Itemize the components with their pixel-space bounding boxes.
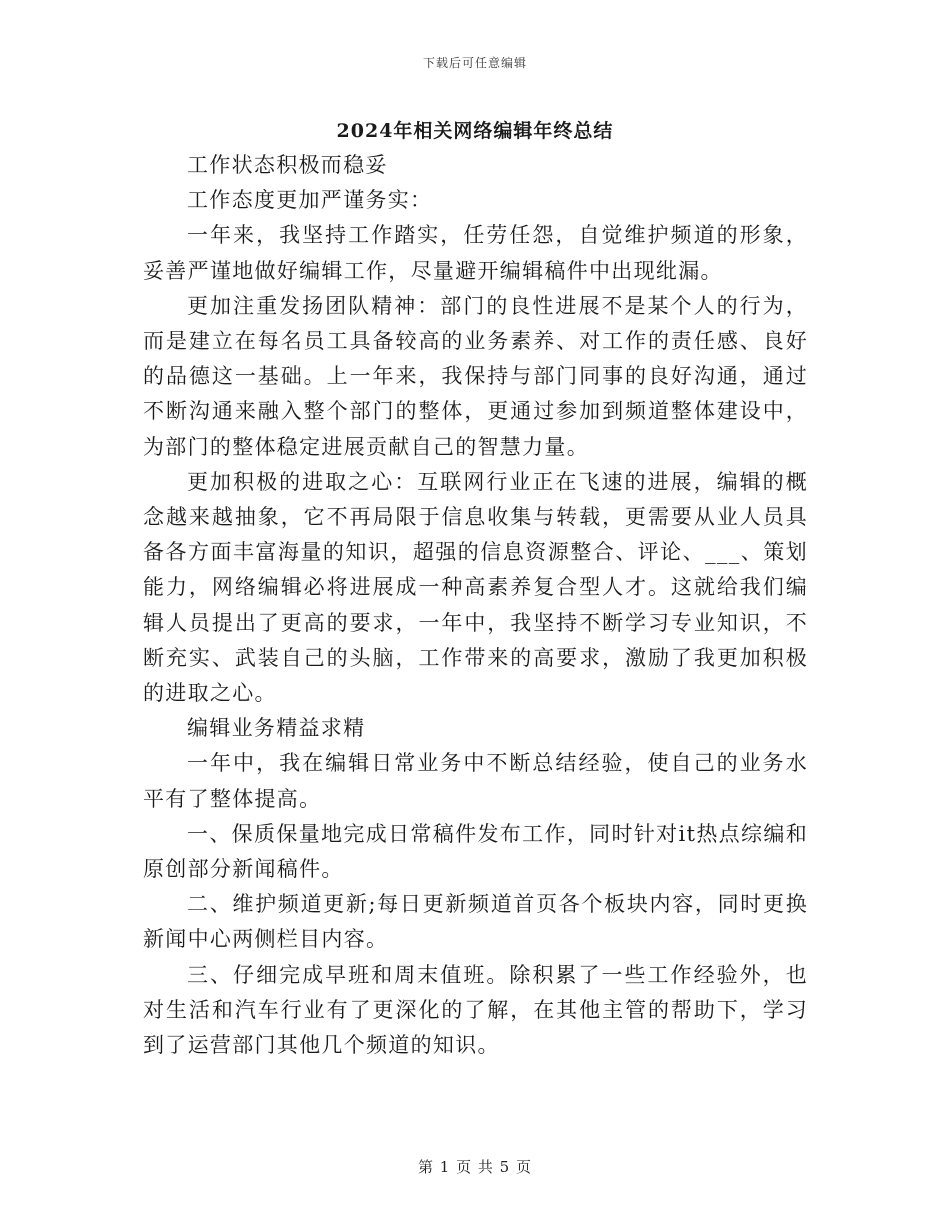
paragraph-item-3: 三、仔细完成早班和周末值班。除积累了一些工作经验外，也对生活和汽车行业有了更深化的了解，在其他主管的帮助下，学习到了运营部门其他几个频道的知识。 (143, 962, 808, 1058)
page-number: 第 1 页 共 5 页 (418, 1158, 532, 1176)
header-note: 下载后可任意编辑 (422, 56, 527, 70)
paragraph-editing-heading: 编辑业务精益求精 (187, 716, 366, 741)
paragraph-experience: 一年中，我在编辑日常业务中不断总结经验，使自己的业务水平有了整体提高。 (143, 751, 808, 811)
paragraph-team-spirit: 更加注重发扬团队精神：部门的良性进展不是某个人的行为，而是建立在每名员工具备较高的业务素养、对工作的责任感、良好的品德这一基础。上一年来，我保持与部门同事的良好沟通，通过不断沟通来融入整个部门的整体，更通过参加到频道整体建设中，为部门的整体稳定进展贡献自己的智慧力量。 (143, 293, 808, 459)
document-title: 2024年相关网络编辑年终总结 (336, 120, 614, 142)
paragraph-progress-mind: 更加积极的进取之心：互联网行业正在飞速的进展，编辑的概念越来越抽象，它不再局限于信息收集与转载，更需要从业人员具备各方面丰富海量的知识，超强的信息资源整合、评论、___、策划能力，网络编辑必将进展成一种高素养复合型人才。这就给我们编辑人员提出了更高的要求，一年中，我坚持不断学习专业知识，不断充实、武装自己的头脑，工作带来的高要求，激励了我更加积极的进取之心。 (143, 469, 808, 706)
document-body (143, 148, 808, 1063)
paragraph-item-1: 一、保质保量地完成日常稿件发布工作，同时针对it热点综编和原创部分新闻稿件。 (143, 821, 808, 882)
paragraph-year-review: 一年来，我坚持工作踏实，任劳任怨，自觉维护频道的形象，妥善严谨地做好编辑工作，尽量避开编辑稿件中出现纰漏。 (143, 223, 808, 283)
paragraph-work-attitude: 工作态度更加严谨务实： (187, 188, 433, 213)
paragraph-item-2: 二、维护频道更新;每日更新频道首页各个板块内容，同时更换新闻中心两侧栏目内容。 (143, 892, 808, 952)
paragraph-work-state: 工作状态积极而稳妥 (187, 153, 388, 177)
